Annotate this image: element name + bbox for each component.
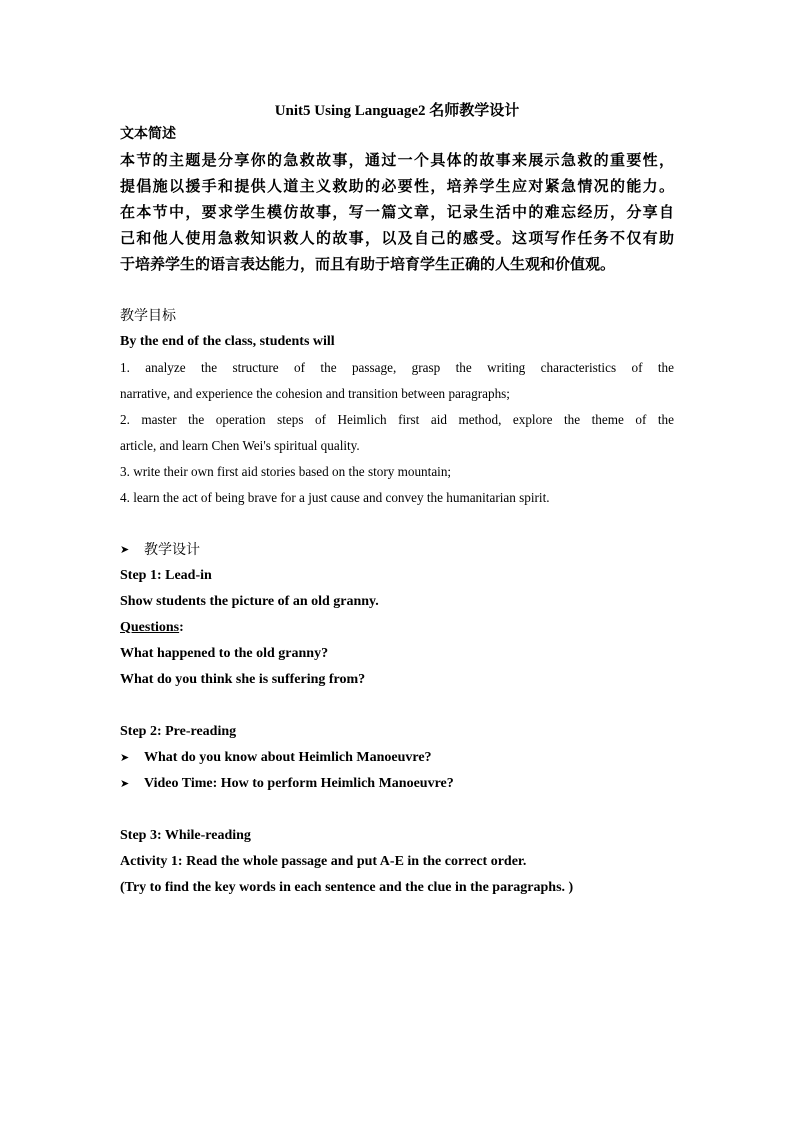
summary-line: 己和他人使用急救知识救人的故事，以及自己的感受。这项写作任务不仅有助 <box>120 229 674 247</box>
arrowhead-bullet-icon: ➤ <box>120 777 130 790</box>
step1-heading: Step 1: Lead-in <box>120 568 212 583</box>
step2-bullet <box>120 748 674 768</box>
activity-hint: (Try to find the key words in each sentence and the clue in the paragraphs. ) <box>120 880 574 895</box>
summary-line: 本节的主题是分享你的急救故事，通过一个具体的故事来展示急救的重要性， <box>120 151 674 169</box>
objective-line: 2. master the operation steps of Heimlich first aid method, explore the theme of the <box>120 412 674 427</box>
design-heading-row <box>120 540 674 560</box>
summary-line: 提倡施以援手和提供人道主义救助的必要性，培养学生应对紧急情况的能力。 <box>120 177 674 195</box>
step2-bullet <box>120 774 674 794</box>
activity-1: Activity 1: Read the whole passage and put A-E in the correct order. <box>120 854 527 869</box>
design-heading: 教学设计 <box>144 542 200 558</box>
step1-text: Show students the picture of an old granny. <box>120 594 379 609</box>
objective-line: 3. write their own first aid stories based on the story mountain; <box>120 464 452 479</box>
objective-line: article, and learn Chen Wei's spiritual quality. <box>120 438 360 453</box>
bullet-text: Video Time: How to perform Heimlich Manoeuvre? <box>144 776 454 791</box>
objectives-intro: By the end of the class, students will <box>120 334 335 349</box>
document-title: Unit5 Using Language2 名师教学设计 <box>274 103 520 119</box>
step3-heading: Step 3: While-reading <box>120 828 251 843</box>
objective-line: 4. learn the act of being brave for a just cause and convey the humanitarian spirit. <box>120 490 550 505</box>
objective-line: narrative, and experience the cohesion and transition between paragraphs; <box>120 386 510 401</box>
questions-label-row <box>120 618 674 638</box>
objective-line: 1. analyze the structure of the passage, grasp the writing characteristics of the <box>120 360 674 375</box>
objectives-heading: 教学目标 <box>120 308 176 324</box>
step2-heading: Step 2: Pre-reading <box>120 724 237 739</box>
arrowhead-bullet-icon: ➤ <box>120 751 130 764</box>
question-item: What do you think she is suffering from? <box>120 672 366 687</box>
arrowhead-bullet-icon: ➤ <box>120 543 130 556</box>
questions-colon: : <box>179 620 184 635</box>
summary-line: 于培养学生的语言表达能力，而且有助于培育学生正确的人生观和价值观。 <box>120 255 616 273</box>
summary-line: 在本节中，要求学生模仿故事，写一篇文章，记录生活中的难忘经历，分享自 <box>120 203 674 221</box>
summary-heading: 文本简述 <box>120 126 176 142</box>
question-item: What happened to the old granny? <box>120 646 329 661</box>
questions-label: Questions <box>120 620 180 635</box>
bullet-text: What do you know about Heimlich Manoeuvre? <box>144 750 432 765</box>
